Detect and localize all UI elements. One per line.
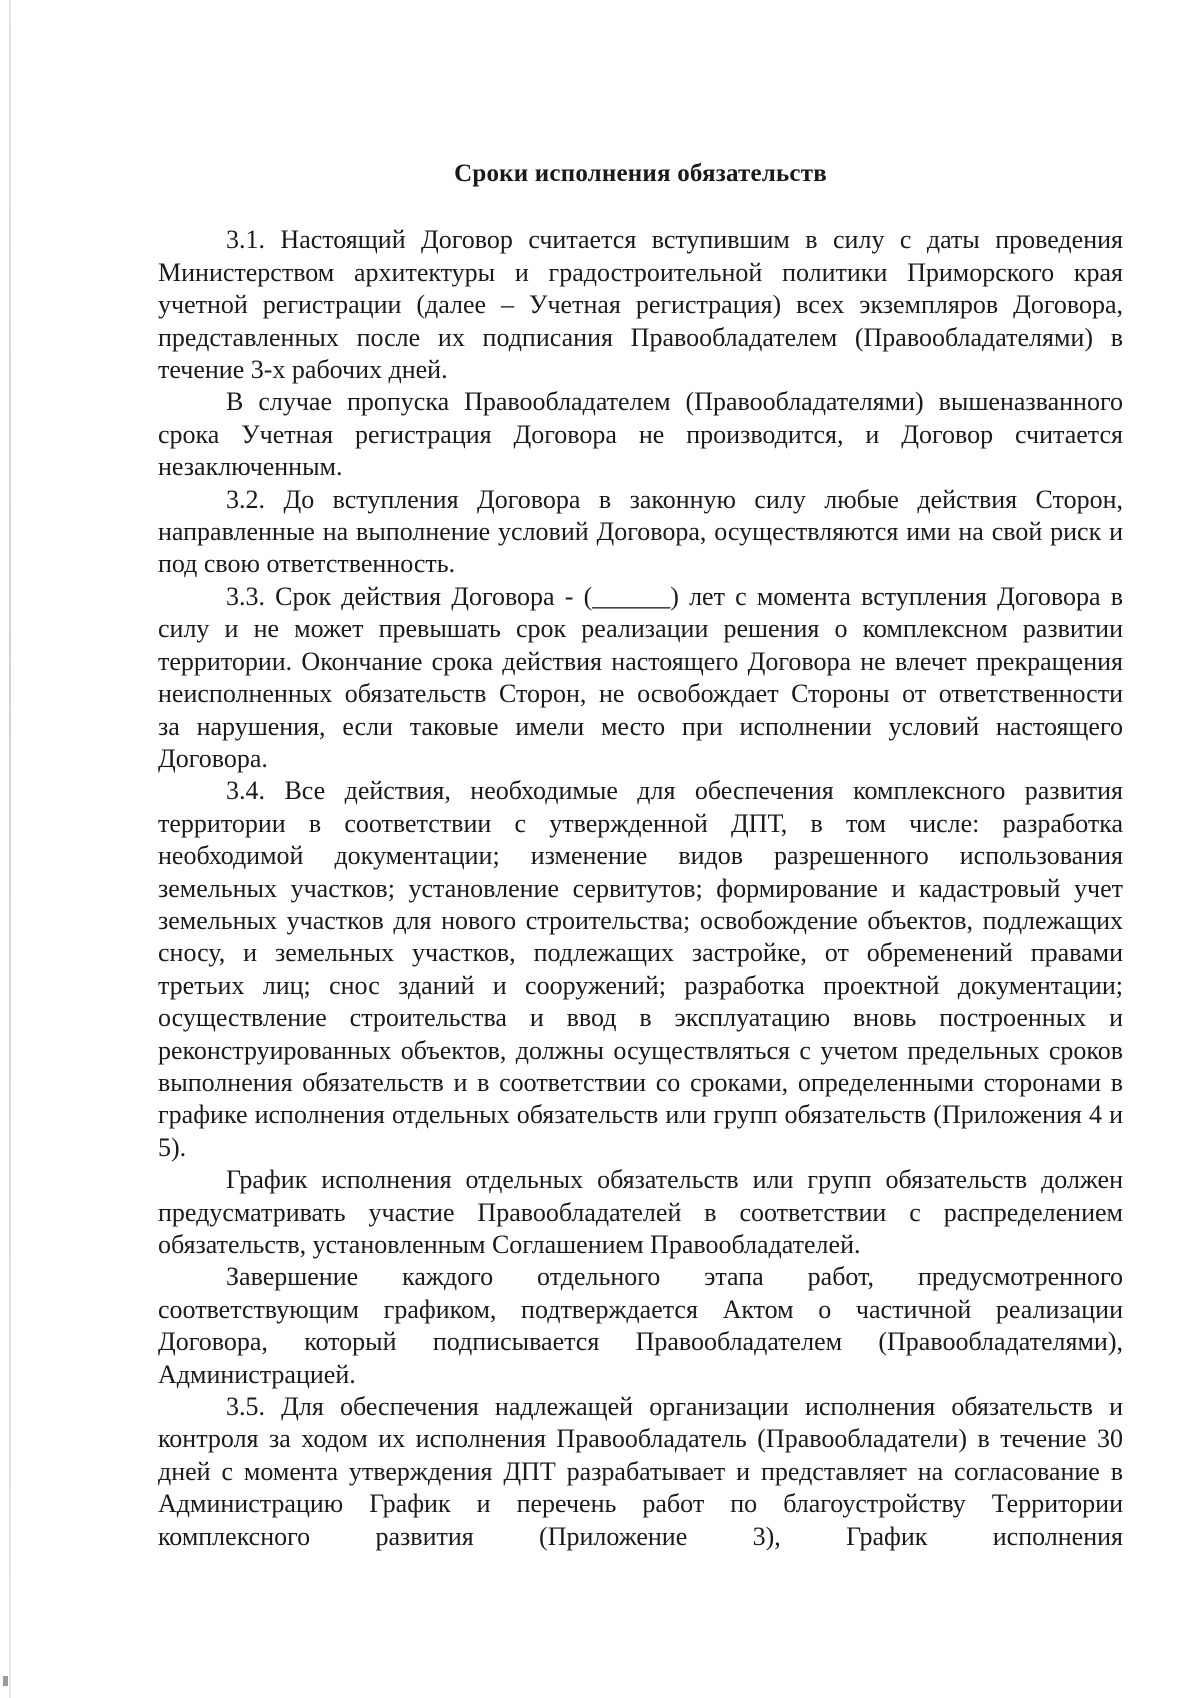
paragraph-3-2: 3.2. До вступления Договора в законную силу любые действия Сторон, направленные на выполнение условий Договора, осуществляются ими на свой риск и под свою ответственность. — [158, 484, 1123, 579]
scan-artifact — [3, 1676, 8, 1686]
paragraph-3-3-continued: за нарушения, если таковые имели место при исполнении условий настоящего Договора. — [158, 711, 1123, 773]
paragraph-3-4: 3.4. Все действия, необходимые для обеспечения комплексного развития территории в соответствии с утвержденной ДПТ, в том числе: разработка необходимой документации; изменение видов разрешенного использования земельных участков; установление сервитутов; формирование и кадастровый учет земельных участков для нового строительства; освобождение объектов, подлежащих сносу, и земельных участков, подлежащих застройке, от обременений правами третьих лиц; снос зданий и сооружений; разработка проектной документации; осуществление строительства и ввод в эксплуатацию вновь построенных и реконструированных объектов, должны осуществляться с учетом предельных сроков выполнения обязательств и в соответствии со сроками, определенными сторонами в графике исполнения отдельных обязательств или групп обязательств (Приложения 4 и 5). — [158, 776, 1123, 1162]
paragraph-3-1-continued: В случае пропуска Правообладателем (Правообладателями) вышеназванного срока Учетная регистрация Договора не производится, и Договор считается незаключенным. — [158, 387, 1123, 482]
document-body — [158, 136, 1123, 1553]
scan-edge-shadow — [9, 0, 11, 1698]
paragraph-completion-act: Завершение каждого отдельного этапа работ, предусмотренного соответствующим графиком, подтверждается Актом о частичной реализации Договора, который подписывается Правообладателем (Правообладателями), Администрацией. — [158, 1262, 1123, 1389]
paragraph-3-5: 3.5. Для обеспечения надлежащей организации исполнения обязательств и контроля за ходом их исполнения Правообладатель (Правообладатели) в течение 30 дней с момента утверждения ДПТ разрабатывает и представляет на согласование в Администрацию График и перечень работ по благоустройству Территории комплексного развития (Приложение 3), График исполнения — [158, 1392, 1123, 1551]
paragraph-schedule: График исполнения отдельных обязательств или групп обязательств должен предусматривать участие Правообладателей в соответствии с распределением обязательств, установленным Соглашением Правообладателей. — [158, 1165, 1123, 1259]
paragraph-3-1: 3.1. Настоящий Договор считается вступившим в силу с даты проведения Министерством архитектуры и градостроительной политики Приморского края учетной регистрации (далее – Учетная регистрация) всех экземпляров Договора, представленных после их подписания Правообладателем (Правообладателями) в течение 3-х рабочих дней. — [158, 225, 1123, 385]
paragraph-3-3: 3.3. Срок действия Договора - (______) лет с момента вступления Договора в силу и не может превышать срок реализации решения о комплексном развитии территории. Окончание срока действия настоящего Договора не влечет прекращения неисполненных обязательств Сторон, не освобождает Стороны от ответственности — [158, 581, 1123, 709]
section-heading: Сроки исполнения обязательств — [454, 160, 827, 187]
